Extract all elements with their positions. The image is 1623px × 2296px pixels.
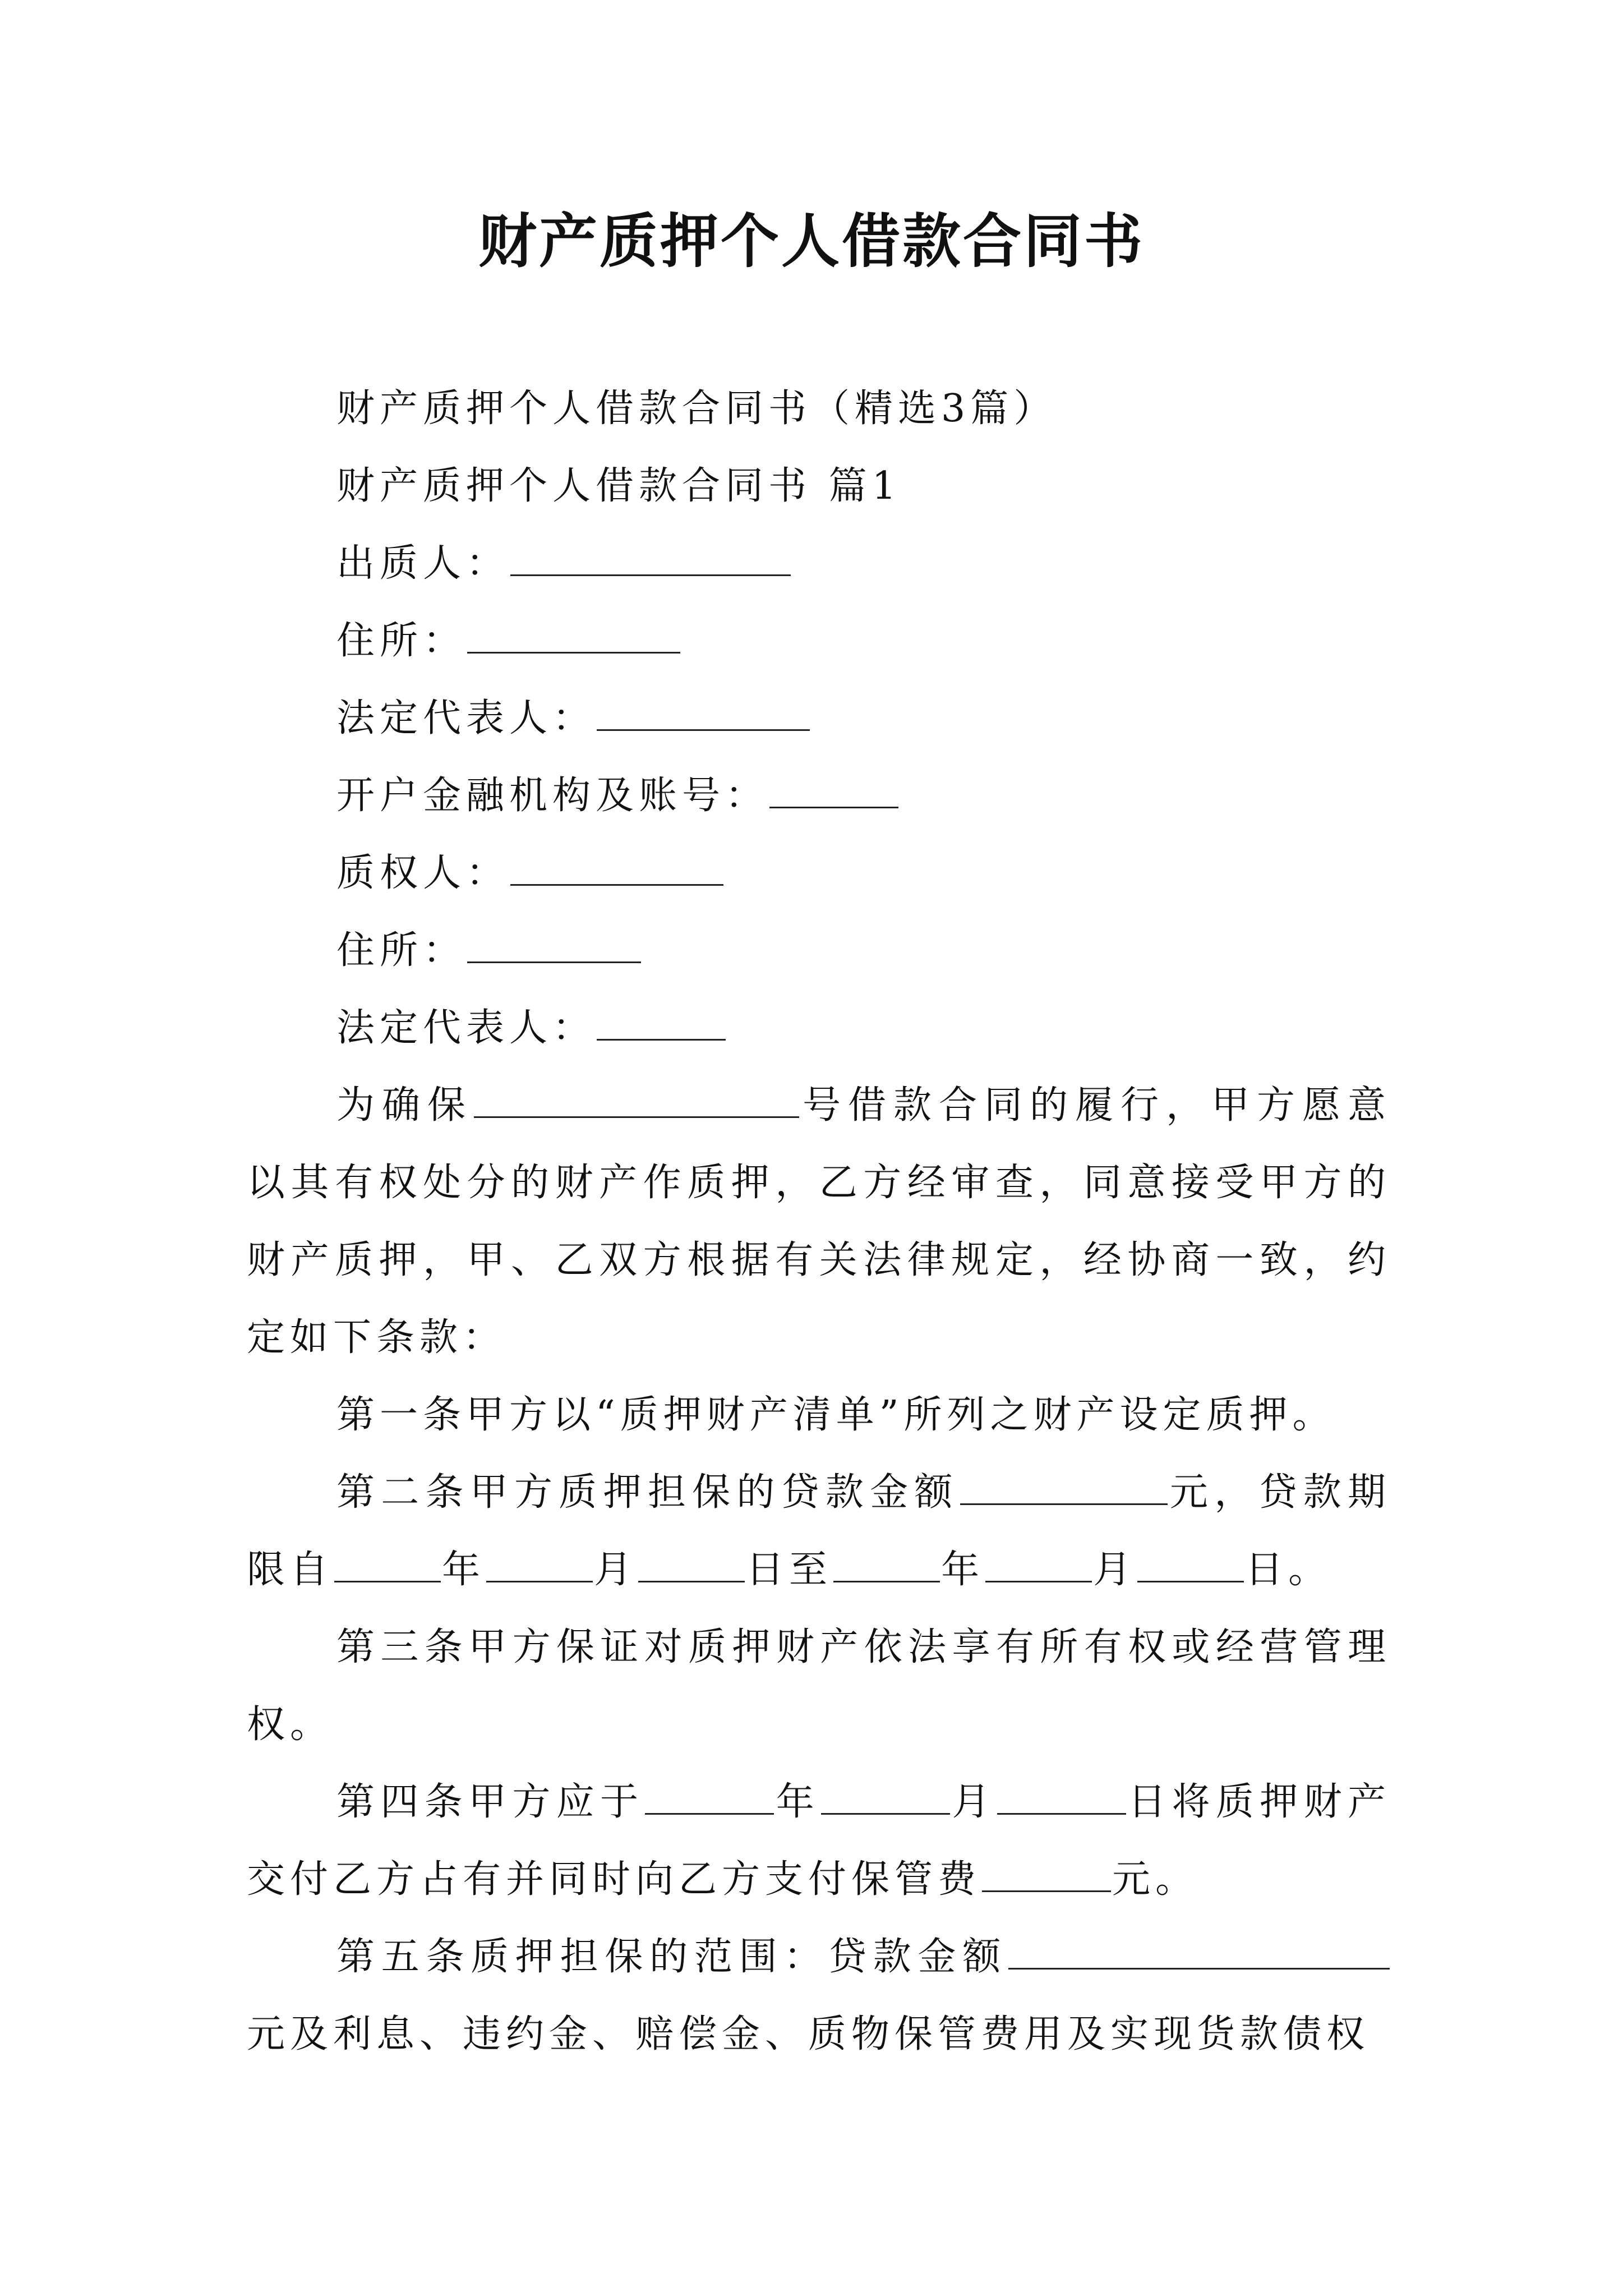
start-month-blank [486, 1555, 593, 1582]
end-month-blank [985, 1555, 1092, 1582]
delivery-year-blank [645, 1787, 774, 1815]
end-day-blank [1137, 1555, 1244, 1582]
pledgor-blank [510, 549, 791, 576]
preamble-text-1: 为确保 [336, 1083, 473, 1128]
article-4-text-4: 日将质押财产交付乙方占有并同时向乙方支付保管费 [247, 1780, 1391, 1902]
legal-rep-blank-1 [597, 703, 810, 731]
legal-rep-label-2: 法定代表人： [336, 1006, 596, 1050]
article-2 [247, 1454, 1391, 1609]
article-5-text-1: 第五条质押担保的范围：贷款金额 [336, 1935, 1007, 1979]
address-label-1: 住所： [336, 619, 467, 663]
bank-account-label: 开户金融机构及账号： [336, 774, 769, 818]
end-year-blank [833, 1555, 940, 1582]
delivery-day-blank [997, 1787, 1126, 1815]
article-2-text-8: 日。 [1245, 1548, 1332, 1592]
custody-fee-blank [982, 1865, 1111, 1892]
address-blank-2 [467, 936, 641, 963]
article-4-text-3: 月 [951, 1780, 996, 1824]
pledgor-line [247, 525, 1391, 602]
article-2-text-5: 日至 [746, 1548, 833, 1592]
article-5 [247, 1918, 1391, 2073]
article-4-text-5: 元。 [1112, 1857, 1199, 1902]
start-year-blank [334, 1555, 441, 1582]
delivery-month-blank [821, 1787, 950, 1815]
address-blank-1 [467, 626, 680, 654]
start-day-blank [638, 1555, 745, 1582]
article-3: 第三条甲方保证对质押财产依法享有所有权或经营管理权。 [247, 1625, 1391, 1747]
article-4-text-1: 第四条甲方应于 [336, 1780, 644, 1824]
address-line-2 [247, 912, 1391, 990]
document-title: 财产质押个人借款合同书 [478, 207, 1145, 275]
preamble-text-2: 号借款合同的履行，甲方愿意以其有权处分的财产作质押，乙方经审查，同意接受甲方的财产质押，甲、乙双方根据有关法律规定，经协商一致，约定如下条款： [247, 1083, 1391, 1360]
legal-rep-label-1: 法定代表人： [336, 696, 596, 740]
article-2-text-4: 月 [594, 1548, 638, 1592]
article-2-text-3: 年 [442, 1548, 486, 1592]
article-2-text-2: 元，贷款期限自 [247, 1470, 1391, 1592]
legal-rep-blank-2 [597, 1013, 726, 1041]
bank-account-blank [769, 781, 898, 808]
article-5-text-2: 元及利息、违约金、赔偿金、质物保管费用及实现货款债权 [247, 2012, 1370, 2056]
pledgee-line [247, 835, 1391, 912]
article-2-text-6: 年 [941, 1548, 985, 1592]
legal-rep-line-2 [247, 990, 1391, 1067]
bank-account-line [247, 757, 1391, 835]
heading-selected: 财产质押个人借款合同书（精选3篇） [336, 386, 1057, 431]
loan-amount-blank [960, 1478, 1168, 1505]
legal-rep-line-1 [247, 680, 1391, 757]
preamble-paragraph [247, 1067, 1391, 1377]
guarantee-amount-blank [1008, 1942, 1390, 1970]
heading-part1: 财产质押个人借款合同书 篇1 [336, 464, 901, 508]
pledgee-blank [510, 858, 723, 886]
address-line-1 [247, 602, 1391, 680]
article-2-text-7: 月 [1093, 1548, 1137, 1592]
article-1: 第一条甲方以“质押财产清单”所列之财产设定质押。 [336, 1393, 1336, 1437]
document-body [247, 370, 1391, 2073]
article-2-text-1: 第二条甲方质押担保的贷款金额 [336, 1470, 959, 1515]
article-4 [247, 1764, 1391, 1918]
article-4-text-2: 年 [775, 1780, 820, 1824]
pledgor-label: 出质人： [336, 541, 510, 586]
contract-number-blank [474, 1091, 799, 1118]
address-label-2: 住所： [336, 928, 467, 973]
pledgee-label: 质权人： [336, 851, 510, 895]
